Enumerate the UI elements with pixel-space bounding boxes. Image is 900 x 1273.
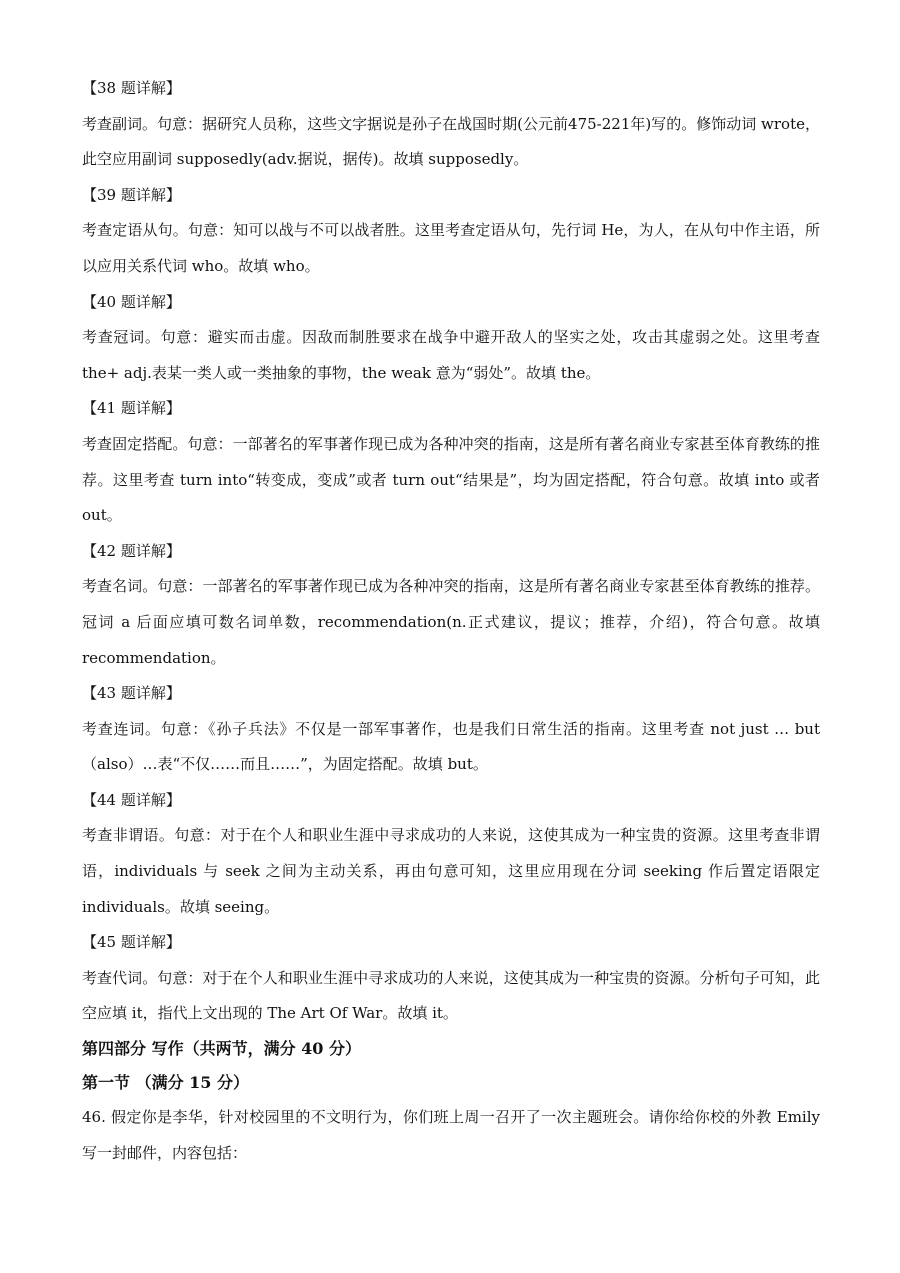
answer-explanation-45: [82, 925, 820, 1032]
question-heading: 【41 题详解】: [82, 399, 181, 418]
answer-explanation-39: [82, 178, 820, 285]
question-heading: 【44 题详解】: [82, 790, 181, 809]
explanation-text: 考查连词。句意：《孙子兵法》不仅是一部军事著作，也是我们日常生活的指南。这里考查 not just … but（also）…表“不仅……而且……”，为固定搭配。故填 but。: [82, 719, 820, 774]
explanation-text: 考查定语从句。句意：知可以战与不可以战者胜。这里考查定语从句，先行词 He，为人，在从句中作主语，所以应用关系代词 who。故填 who。: [82, 221, 820, 275]
question-heading: 【38 题详解】: [82, 79, 181, 97]
writing-task-text: 46. 假定你是李华，针对校园里的不文明行为，你们班上周一召开了一次主题班会。请你给你校的外教 Emily 写一封邮件，内容包括：: [82, 1108, 820, 1162]
explanation-text: 考查名词。句意：一部著名的军事著作现已成为各种冲突的指南，这是所有著名商业专家甚至体育教练的推荐。冠词 a 后面应填可数名词单数，recommendation(n.正式建议，提议；推荐，介绍)，符合句意。故填 recommendation。: [82, 577, 820, 667]
question-heading: 【39 题详解】: [82, 185, 181, 204]
question-heading: 【42 题详解】: [82, 541, 181, 560]
answer-explanation-43: [82, 676, 820, 783]
section-title: 第四部分 写作（共两节，满分 40 分）: [82, 1039, 361, 1059]
question-heading: 【43 题详解】: [82, 684, 181, 703]
answer-explanation-38: [82, 71, 820, 178]
question-heading: 【40 题详解】: [82, 292, 181, 311]
answer-explanation-42: [82, 534, 820, 676]
explanation-text: 考查副词。句意：据研究人员称，这些文字据说是孙子在战国时期(公元前475-221年)写的。修饰动词 wrote，此空应用副词 supposedly(adv.据说，据传)。故填 supposedly。: [82, 114, 820, 169]
document-content: [82, 71, 820, 1171]
section-subtitle: 第一节 （满分 15 分）: [82, 1073, 249, 1093]
explanation-text: 考查固定搭配。句意：一部著名的军事著作现已成为各种冲突的指南，这是所有著名商业专家甚至体育教练的推荐。这里考查 turn into“转变成，变成”或者 turn out“结果是”，均为固定搭配，符合句意。故填 into 或者 out。: [82, 434, 820, 525]
answer-explanation-44: [82, 783, 820, 925]
explanation-text: 考查冠词。句意：避实而击虚。因敌而制胜要求在战争中避开敌人的坚实之处，攻击其虚弱之处。这里考查 the+ adj.表某一类人或一类抽象的事物，the weak 意为“弱处”。故填 the。: [82, 328, 820, 382]
question-heading: 【45 题详解】: [82, 933, 181, 952]
explanation-text: 考查非谓语。句意：对于在个人和职业生涯中寻求成功的人来说，这使其成为一种宝贵的资源。这里考查非谓语，individuals 与 seek 之间为主动关系，再由句意可知，这里应用现在分词 seeking 作后置定语限定 individuals。故填 seeing。: [82, 826, 820, 916]
answer-explanation-40: [82, 285, 820, 392]
explanation-text: 考查代词。句意：对于在个人和职业生涯中寻求成功的人来说，这使其成为一种宝贵的资源。分析句子可知，此空应填 it，指代上文出现的 The Art Of War。故填 it。: [82, 968, 820, 1023]
answer-explanation-41: [82, 391, 820, 533]
